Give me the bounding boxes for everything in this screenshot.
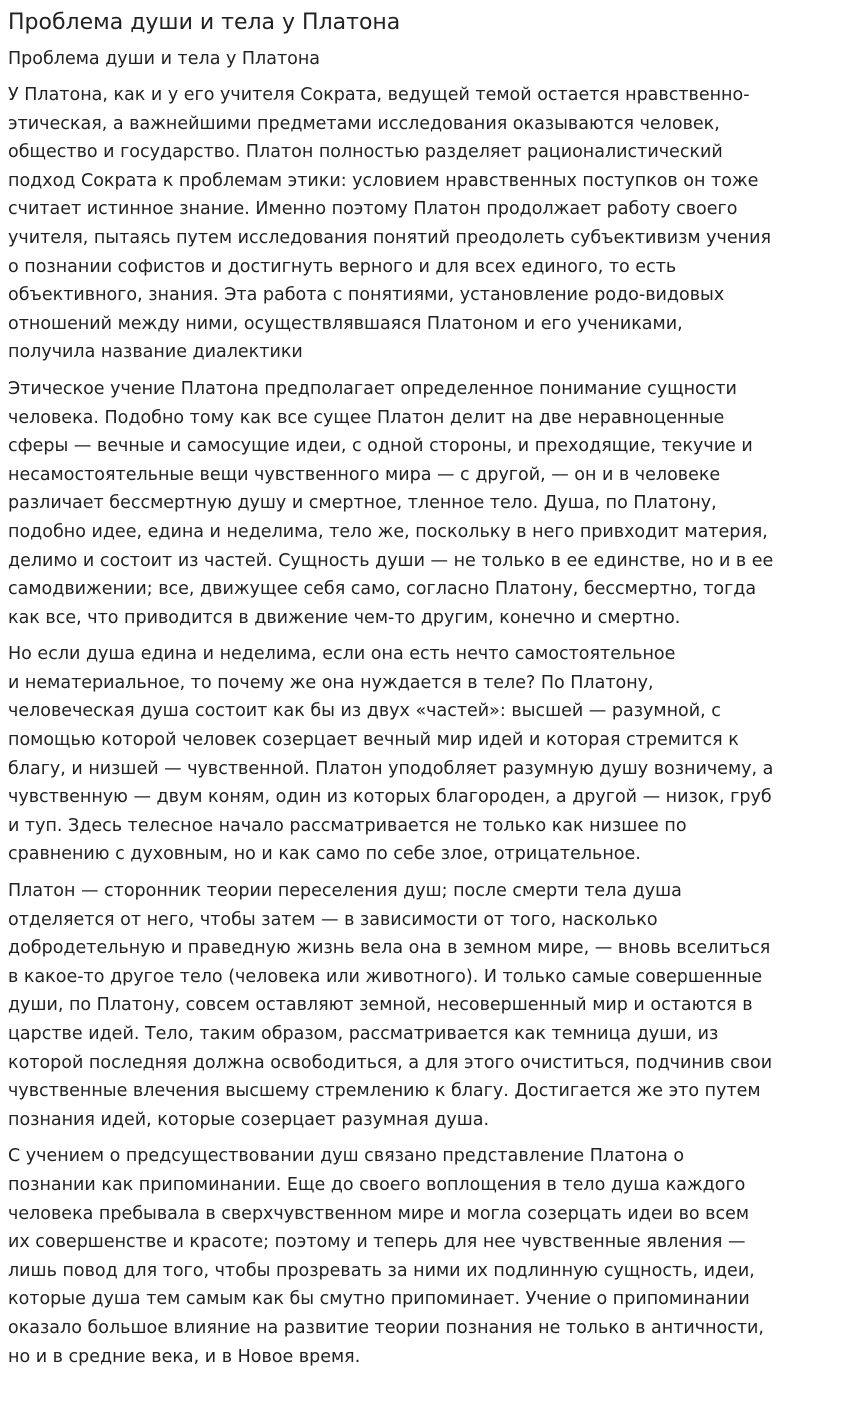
paragraph-1: У Платона, как и у его учителя Сократа, ведущей темой остается нравственно- этическая, а важнейшими предметами исследования оказываются человек, общество и государство. Платон полностью разделяет рационалистический подход Сократа к проблемам этики: условием нравственных поступков он тоже считает истинное знание. Именно поэтому Платон продолжает работу своего учителя, пытаясь путем исследования понятий преодолеть субъективизм учения о познании софистов и достигнуть верного и для всех единого, то есть объективного, знания. Эта работа с понятиями, установление родо-видовых отношений между ними, осуществлявшаяся Платоном и его учениками, получила название диалектики: [8, 85, 771, 363]
article-subtitle: Проблема души и тела у Платона: [8, 49, 321, 69]
paragraph-5: С учением о предсуществовании душ связано представление Платона о познании как припоминании. Еще до своего воплощения в тело душа каждого человека пребывала в сверхчувственном мире и могла созерцать идеи во всем их совершенстве и красоте; поэтому и теперь для нее чувственные явления — лишь повод для того, чтобы прозревать за ними их подлинную сущность, идеи, которые душа тем самым как бы смутно припоминает. Учение о припоминании оказало большое влияние на развитие теории познания не только в античности, но и в средние века, и в Новое время.: [8, 1146, 764, 1367]
paragraph-4: Платон — сторонник теории переселения душ; после смерти тела душа отделяется от него, чтобы затем — в зависимости от того, насколько добродетельную и праведную жизнь вела она в земном мире, — вновь вселиться в какое-то другое тело (человека или животного). И только самые совершенные души, по Платону, совсем оставляют земной, несовершенный мир и остаются в царстве идей. Тело, таким образом, рассматривается как темница души, из которой последняя должна освободиться, а для этого очиститься, подчинив свои чувственные влечения высшему стремлению к благу. Достигается же это путем познания идей, которые созерцает разумная душа.: [8, 881, 773, 1130]
paragraph-3: Но если душа едина и неделима, если она есть нечто самостоятельное и нематериальное, то почему же она нуждается в теле? По Платону, человеческая душа состоит как бы из двух «частей»: высшей — разумной, с помощью которой человек созерцает вечный мир идей и которая стремится к благу, и низшей — чувственной. Платон уподобляет разумную душу возничему, а чувственную — двум коням, один из которых благороден, а другой — низок, груб и туп. Здесь телесное начало рассматривается не только как низшее по сравнению с духовным, но и как само по себе злое, отрицательное.: [8, 644, 774, 865]
paragraph-2: Этическое учение Платона предполагает определенное понимание сущности человека. Подобно тому как все сущее Платон делит на две неравноценные сферы — вечные и самосущие идеи, с одной стороны, и преходящие, текучие и несамостоятельные вещи чувственного мира — с другой, — он и в человеке различает бессмертную душу и смертное, тленное тело. Душа, по Платону, подобно идее, едина и неделима, тело же, поскольку в него привходит материя, делимо и состоит из частей. Сущность души — не только в ее единстве, но и в ее самодвижении; все, движущее себя само, согласно Платону, бессмертно, тогда как все, что приводится в движение чем-то другим, конечно и смертно.: [8, 378, 774, 628]
page-title: Проблема души и тела у Платона: [8, 10, 401, 35]
